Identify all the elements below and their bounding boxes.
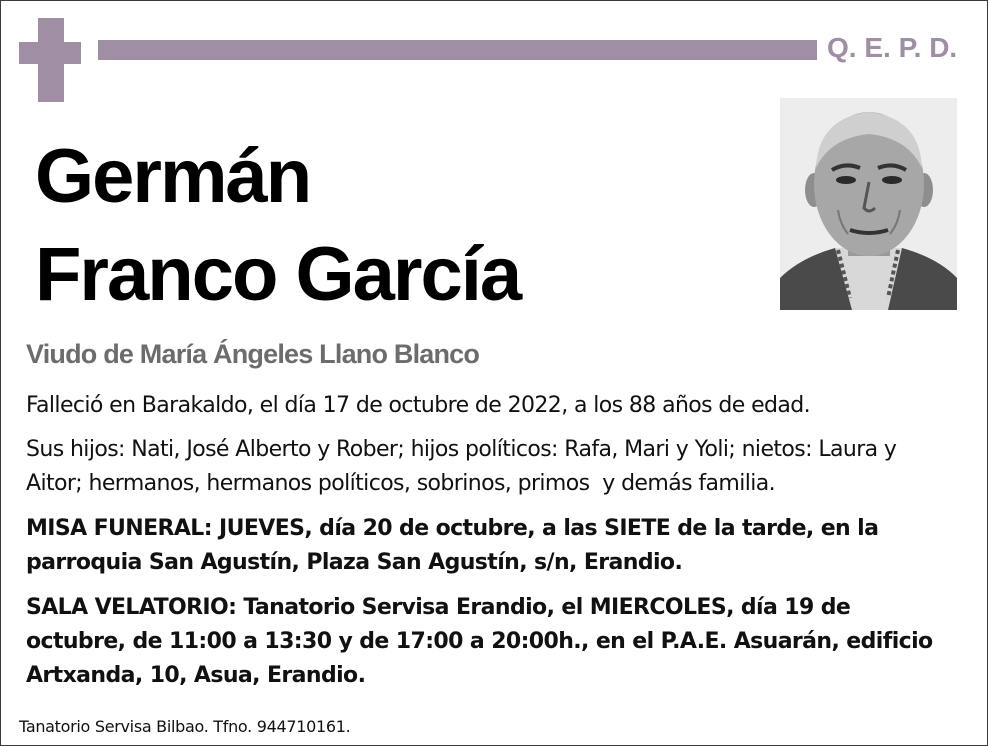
family-list: Sus hijos: Nati, José Alberto y Rober; hijos políticos: Rafa, Mari y Yoli; nietos: Laura y Aitor; hermanos, hermanos políticos, sobrinos, primos y demás familia. (26, 437, 903, 496)
widow-line: Viudo de María Ángeles Llano Blanco (26, 339, 480, 369)
wake-room-info: SALA VELATORIO: Tanatorio Servisa Erandio, el MIERCOLES, día 19 de octubre, de 11:00 a 13:30 y de 17:00 a 20:00h., en el P.A.E. Asuarán, edificio Artxanda, 10, Asua, Erandio. (26, 595, 933, 688)
funeral-mass-info: MISA FUNERAL: JUEVES, día 20 de octubre, a las SIETE de la tarde, en la parroquia San Agustín, Plaza San Agustín, s/n, Erandio. (26, 516, 879, 575)
header-rule (98, 40, 817, 60)
deceased-first-name: Germán (35, 134, 311, 219)
portrait-photo (780, 98, 957, 310)
cross-horizontal-beam (19, 42, 81, 64)
funeral-home-contact: Tanatorio Servisa Bilbao. Tfno. 944710161. (19, 717, 351, 736)
death-notice: Falleció en Barakaldo, el día 17 de octubre de 2022, a los 88 años de edad. (26, 393, 811, 418)
portrait-illustration (780, 98, 957, 310)
deceased-surnames: Franco García (35, 232, 521, 317)
qepd-label: Q. E. P. D. (827, 32, 958, 63)
